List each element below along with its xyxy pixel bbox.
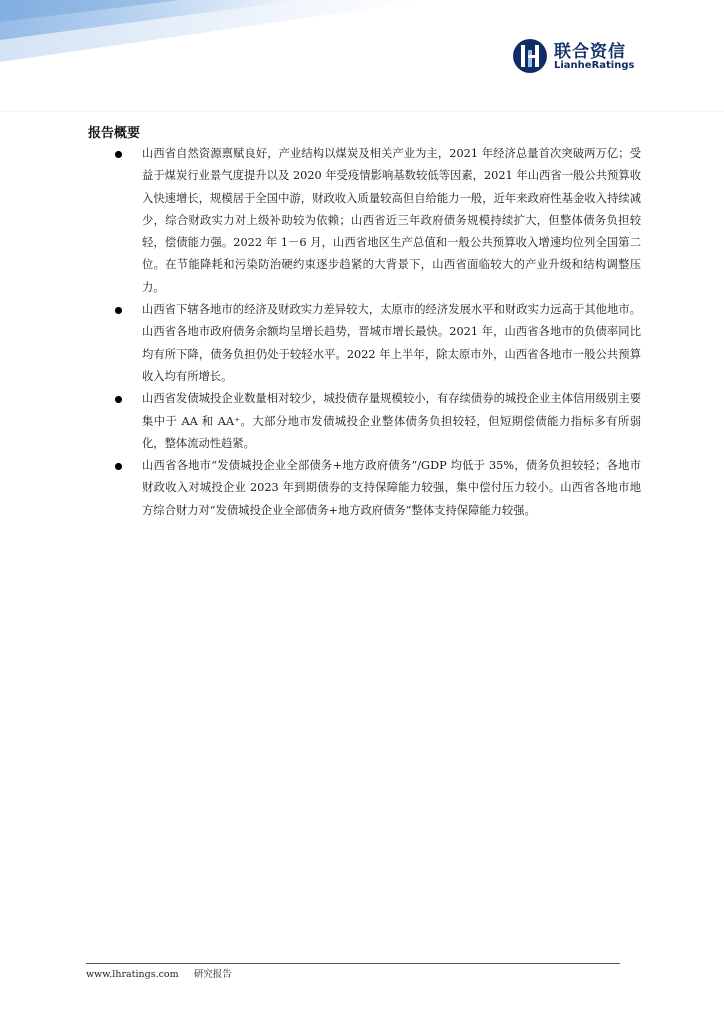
bullet-text: 山西省下辖各地市的经济及财政实力差异较大，太原市的经济发展水平和财政实力远高于其他地市。山西省各地市政府债务余额均呈增长趋势，晋城市增长最快。2021 年，山西省各地市的负债率同比均有所下降，债务负担仍处于较轻水平。2022 年上半年，除太原市外，山西省各地市一般公共预算收入均有所增长。 bbox=[142, 303, 641, 383]
bullet-dot-icon bbox=[115, 151, 122, 158]
brand-name-cn: 联合资信 bbox=[554, 42, 626, 62]
brand-name-en: LianheRatings bbox=[554, 60, 635, 71]
summary-bullet bbox=[113, 388, 641, 455]
bullet-text: 山西省各地市“发债城投企业全部债务+地方政府债务”/GDP 均低于 35%，债务负担较轻；各地市财政收入对城投企业 2023 年到期债券的支持保障能力较强，集中偿付压力较小。山西省各地市地方综合财力对“发债城投企业全部债务+地方政府债务”整体支持保障能力较强。 bbox=[142, 459, 641, 517]
bullet-dot-icon bbox=[115, 463, 122, 470]
summary-bullet-list bbox=[113, 143, 641, 522]
summary-bullet bbox=[113, 143, 641, 299]
brand-logo bbox=[512, 36, 642, 78]
bullet-text: 山西省发债城投企业数量相对较少，城投债存量规模较小，有存续债券的城投企业主体信用级别主要集中于 AA 和 AA⁺。大部分地市发债城投企业整体债务负担较轻，但短期偿债能力指标多有所弱化，整体流动性趋紧。 bbox=[142, 392, 641, 450]
lianhe-logo-icon bbox=[512, 38, 548, 74]
summary-bullet bbox=[113, 455, 641, 522]
bullet-dot-icon bbox=[115, 307, 122, 314]
bullet-dot-icon bbox=[115, 396, 122, 403]
footer-label: 研究报告 bbox=[193, 969, 232, 980]
footer-website-link[interactable]: www.lhratings.com bbox=[86, 969, 179, 980]
bullet-text: 山西省自然资源禀赋良好，产业结构以煤炭及相关产业为主，2021 年经济总量首次突破两万亿；受益于煤炭行业景气度提升以及 2020 年受疫情影响基数较低等因素，2021 年山西省一般公共预算收入快速增长，规模居于全国中游，财政收入质量较高但自给能力一般，近年来政府性基金收入持续减少，综合财政实力对上级补助较为依赖；山西省近三年政府债务规模持续扩大，但整体债务负担较轻，偿债能力强。2022 年 1－6 月，山西省地区生产总值和一般公共预算收入增速均位列全国第二位。在节能降耗和污染防治硬约束逐步趋紧的大背景下，山西省面临较大的产业升级和结构调整压力。 bbox=[142, 147, 641, 294]
page-footer bbox=[86, 966, 232, 980]
footer-divider bbox=[86, 963, 620, 964]
summary-bullet bbox=[113, 299, 641, 388]
section-title: 报告概要 bbox=[88, 126, 141, 141]
